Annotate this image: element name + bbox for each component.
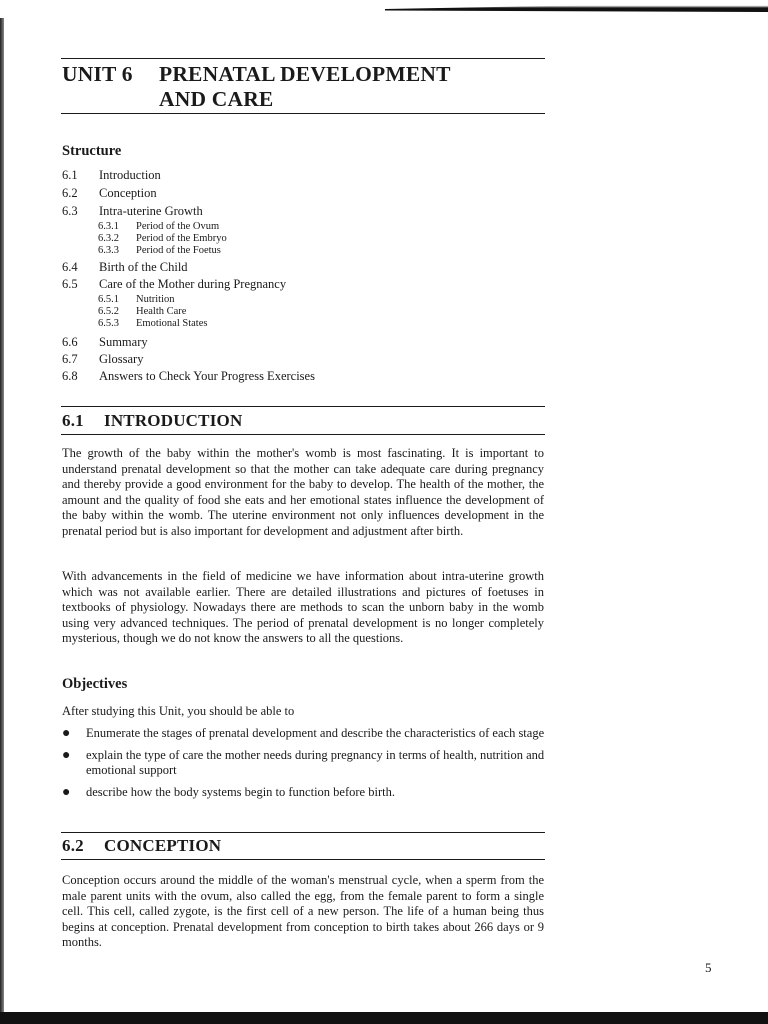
toc-item: 6.3 Intra-uterine Growth xyxy=(62,204,203,218)
toc-subitem: 6.5.2 Health Care xyxy=(98,306,187,317)
toc-subitem: 6.3.3 Period of the Foetus xyxy=(98,245,221,256)
toc-subitem: 6.5.1 Nutrition xyxy=(98,294,175,305)
toc-subitem: 6.3.1 Period of the Ovum xyxy=(98,221,220,232)
section-rule-bottom xyxy=(61,859,545,860)
objectives-list xyxy=(62,726,546,807)
toc-item: 6.5 Care of the Mother during Pregnancy xyxy=(62,277,287,291)
scan-shadow-left xyxy=(0,18,4,1018)
title-rule-bottom xyxy=(61,113,545,114)
toc-item: 6.1 Introduction xyxy=(62,168,161,182)
title-rule-top xyxy=(61,58,545,59)
toc-subitem: 6.3.2 Period of the Embryo xyxy=(98,233,227,244)
unit-title-line1: PRENATAL DEVELOPMENT xyxy=(159,62,451,86)
objectives-heading: Objectives xyxy=(62,676,128,692)
structure-heading: Structure xyxy=(62,143,122,159)
conception-paragraph: Conception occurs around the middle of the woman's menstrual cycle, when a sperm from the male parent units with the ovum, also called the egg, from the female parent to form a single cell. This cell, called zygote, is the first cell of a new person. The life of a human being thus begins at conception. Prenatal development from conception to birth takes about 266 days or 9 months. xyxy=(62,873,544,949)
section-rule-top xyxy=(61,406,545,407)
introduction-paragraph-1: The growth of the baby within the mother's womb is most fascinating. It is important to understand prenatal development so that the mother can take adequate care during pregnancy and thereby provide a good environment for the baby to develop. The health of the mother, the amount and the quality of food she eats and her emotional states influence the development of the baby within the womb. The uterine environment not only influences development in the prenatal period but is also important for development and adjustment after birth. xyxy=(62,446,544,538)
list-item: ● describe how the body systems begin to function before birth. xyxy=(62,785,395,800)
list-item: ● Enumerate the stages of prenatal development and describe the characteristics of each stage xyxy=(62,726,545,741)
introduction-heading: 6.1 INTRODUCTION xyxy=(62,411,243,430)
section-rule-bottom xyxy=(61,434,545,435)
toc-item: 6.6 Summary xyxy=(62,335,148,349)
toc-item: 6.7 Glossary xyxy=(62,352,144,366)
list-item: ● explain the type of care the mother needs during pregnancy in terms of health, nutrition and emotional support xyxy=(62,748,545,777)
toc-subitem: 6.5.3 Emotional States xyxy=(98,318,208,329)
section-rule-top xyxy=(61,832,545,833)
bullet-icon: ● xyxy=(62,726,71,741)
bullet-icon: ● xyxy=(62,748,71,763)
objectives-lead: After studying this Unit, you should be able to xyxy=(62,704,295,718)
introduction-paragraph-2: With advancements in the field of medicine we have information about intra-uterine growth which was not available earlier. There are detailed illustrations and pictures of foetuses in textbooks of physiology. Nowadays there are methods to scan the unborn baby in the womb using very advanced techniques. The period of prenatal development is no longer completely mysterious, though we do not know the answers to all the questions. xyxy=(62,569,544,645)
toc-item: 6.8 Answers to Check Your Progress Exercises xyxy=(62,369,315,383)
unit-title-line2: AND CARE xyxy=(159,87,274,111)
unit-number: UNIT 6 xyxy=(62,62,133,86)
unit-title xyxy=(62,62,542,112)
toc-item: 6.2 Conception xyxy=(62,186,157,200)
page-number: 5 xyxy=(705,960,712,975)
scan-shadow-top xyxy=(385,2,768,12)
scan-shadow-bottom xyxy=(0,1012,768,1024)
toc-item: 6.4 Birth of the Child xyxy=(62,260,188,274)
conception-heading: 6.2 CONCEPTION xyxy=(62,836,222,855)
bullet-icon: ● xyxy=(62,785,71,800)
